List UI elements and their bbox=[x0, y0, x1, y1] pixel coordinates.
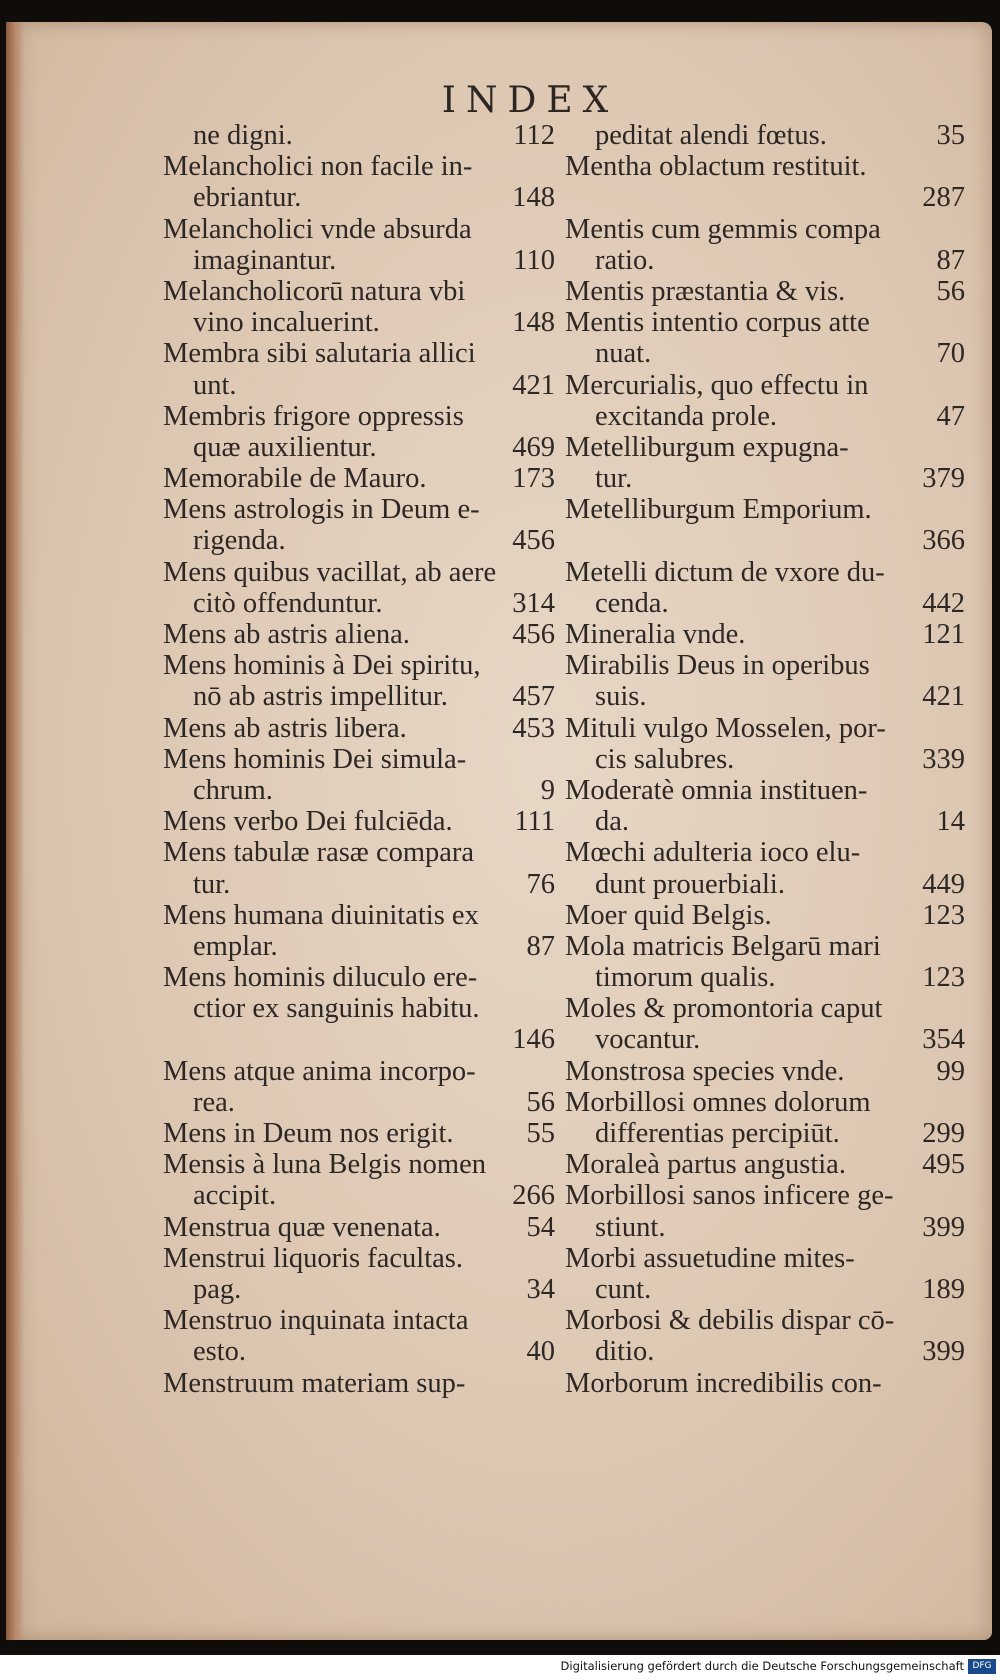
index-column-right bbox=[565, 120, 965, 1399]
index-entry-line bbox=[565, 962, 965, 993]
page-number: 35 bbox=[936, 120, 965, 151]
index-entry-line bbox=[163, 1024, 555, 1055]
page-number: 14 bbox=[936, 806, 965, 838]
entry-text: Mens ab astris aliena. bbox=[163, 619, 410, 650]
entry-text: Mens hominis à Dei spiritu, bbox=[163, 650, 481, 682]
entry-text: Morborum incredibilis con- bbox=[565, 1367, 882, 1399]
entry-text: ctior ex sanguinis habitu. bbox=[193, 993, 480, 1025]
page-number: 299 bbox=[922, 1118, 965, 1149]
index-entry-line bbox=[163, 1149, 555, 1180]
footer-credit: Digitalisierung gefördert durch die Deutsche Forschungsgemeinschaft bbox=[560, 1659, 964, 1673]
page-number: 99 bbox=[936, 1055, 965, 1087]
entry-text: ebriantur. bbox=[193, 182, 302, 214]
page-number bbox=[549, 962, 555, 993]
page-number bbox=[549, 401, 555, 432]
index-entry-line bbox=[565, 931, 965, 962]
index-entry-line bbox=[565, 432, 965, 463]
entry-text: differentias percipiūt. bbox=[595, 1118, 840, 1149]
page-number bbox=[549, 900, 555, 931]
index-entry-line bbox=[163, 993, 555, 1024]
page-number bbox=[959, 1305, 965, 1336]
entry-text: Mens hominis diluculo ere- bbox=[163, 962, 478, 994]
page-number bbox=[549, 837, 555, 868]
entry-text: emplar. bbox=[193, 930, 278, 962]
page-number bbox=[959, 432, 965, 463]
entry-text: Mituli vulgo Mosselen, por- bbox=[565, 712, 886, 744]
index-entry-line bbox=[565, 1212, 965, 1243]
page-number: 87 bbox=[526, 930, 555, 962]
page-number bbox=[959, 1180, 965, 1211]
index-entry-line bbox=[163, 245, 555, 276]
index-entry-line bbox=[565, 1305, 965, 1336]
index-entry-line bbox=[565, 837, 965, 868]
index-entry-line bbox=[565, 494, 965, 525]
entry-text: vocantur. bbox=[595, 1024, 701, 1056]
page-number: 56 bbox=[526, 1086, 555, 1118]
page-number bbox=[959, 370, 965, 401]
index-entry-line bbox=[565, 1056, 965, 1087]
index-entry-line bbox=[163, 1180, 555, 1211]
page-number bbox=[549, 744, 555, 775]
entry-text: nō ab astris impellitur. bbox=[193, 681, 448, 713]
entry-text: Moraleà partus angustia. bbox=[565, 1149, 846, 1181]
entry-text: Mercurialis, quo effectu in bbox=[565, 369, 869, 401]
entry-text: Memorabile de Mauro. bbox=[163, 463, 427, 495]
index-entry-line bbox=[565, 993, 965, 1024]
page-number bbox=[549, 1149, 555, 1180]
entry-text: Metelliburgum Emporium. bbox=[565, 494, 872, 526]
footer-bar bbox=[0, 1655, 1000, 1680]
entry-text: Mens ab astris libera. bbox=[163, 712, 407, 744]
entry-text: Mens astrologis in Deum e- bbox=[163, 494, 480, 526]
page-number: 457 bbox=[512, 681, 555, 713]
page-number: 121 bbox=[922, 619, 965, 650]
index-entry-line bbox=[565, 276, 965, 307]
index-entry-line bbox=[163, 1212, 555, 1243]
page-number bbox=[959, 1243, 965, 1274]
page-number: 354 bbox=[922, 1024, 965, 1056]
page-number: 266 bbox=[512, 1180, 555, 1212]
page-number bbox=[549, 276, 555, 307]
index-entry-line bbox=[163, 214, 555, 245]
page-number bbox=[549, 1056, 555, 1087]
index-entry-line bbox=[163, 307, 555, 338]
index-entry-line bbox=[163, 370, 555, 401]
entry-text: Mens verbo Dei fulciēda. bbox=[163, 806, 453, 838]
index-entry-line bbox=[565, 245, 965, 276]
index-entry-line bbox=[565, 1274, 965, 1305]
index-entry-line bbox=[163, 744, 555, 775]
entry-text: Metelliburgum expugna- bbox=[565, 431, 849, 463]
index-entry-line bbox=[565, 525, 965, 556]
page-number: 189 bbox=[922, 1273, 965, 1305]
entry-text: suis. bbox=[595, 681, 647, 713]
index-entry-line bbox=[565, 650, 965, 681]
page-number: 146 bbox=[512, 1024, 555, 1056]
page-number bbox=[549, 494, 555, 525]
index-entry-line bbox=[565, 1024, 965, 1055]
index-entry-line bbox=[163, 151, 555, 182]
index-entry-line bbox=[565, 775, 965, 806]
index-entry-line bbox=[565, 869, 965, 900]
page-number: 47 bbox=[936, 400, 965, 432]
page-number: 40 bbox=[526, 1336, 555, 1368]
entry-text: imaginantur. bbox=[193, 244, 337, 276]
entry-text: Melancholici vnde absurda bbox=[163, 213, 472, 245]
page-number: 449 bbox=[922, 868, 965, 900]
page-number: 110 bbox=[513, 244, 555, 276]
entry-text: Mens atque anima incorpo- bbox=[163, 1055, 476, 1087]
index-entry-line bbox=[565, 307, 965, 338]
entry-text: Morbi assuetudine mites- bbox=[565, 1242, 855, 1274]
index-entry-line bbox=[565, 401, 965, 432]
page-number: 173 bbox=[512, 463, 555, 495]
page-number: 54 bbox=[526, 1211, 555, 1243]
page-number: 56 bbox=[936, 275, 965, 307]
entry-text: Moderatè omnia instituen- bbox=[565, 774, 868, 806]
page-number bbox=[549, 557, 555, 588]
index-entry-line bbox=[163, 962, 555, 993]
index-entry-line bbox=[163, 120, 555, 151]
page-number: 55 bbox=[526, 1118, 555, 1149]
entry-text: Mens tabulæ rasæ compara bbox=[163, 837, 475, 869]
entry-text: tur. bbox=[595, 463, 633, 495]
index-entry-line bbox=[163, 619, 555, 650]
index-entry-line bbox=[565, 1180, 965, 1211]
entry-text: cis salubres. bbox=[595, 743, 735, 775]
entry-text: rea. bbox=[193, 1086, 235, 1118]
page-number bbox=[549, 214, 555, 245]
entry-text: Menstruum materiam sup- bbox=[163, 1367, 466, 1399]
entry-text: cunt. bbox=[595, 1273, 652, 1305]
index-entry-line bbox=[163, 1056, 555, 1087]
index-entry-line bbox=[163, 463, 555, 494]
entry-text: Membra sibi salutaria allici bbox=[163, 338, 476, 370]
index-entry-line bbox=[565, 1149, 965, 1180]
entry-text: cenda. bbox=[595, 587, 669, 619]
entry-text: Membris frigore oppressis bbox=[163, 400, 464, 432]
dfg-logo: DFG bbox=[968, 1659, 996, 1674]
page-number: 87 bbox=[936, 244, 965, 276]
entry-text: tur. bbox=[193, 868, 231, 900]
entry-text: ratio. bbox=[595, 244, 655, 276]
entry-text: Moer quid Belgis. bbox=[565, 899, 772, 931]
page-number: 123 bbox=[922, 899, 965, 931]
entry-text: rigenda. bbox=[193, 525, 286, 557]
page-number bbox=[549, 1305, 555, 1336]
page-number bbox=[549, 151, 555, 182]
index-entry-line bbox=[565, 1368, 965, 1399]
page-number: 379 bbox=[922, 463, 965, 495]
index-entry-line bbox=[565, 713, 965, 744]
page-number bbox=[959, 931, 965, 962]
index-entry-line bbox=[565, 806, 965, 837]
page-number: 76 bbox=[526, 868, 555, 900]
entry-text: da. bbox=[595, 806, 630, 838]
page-number bbox=[959, 1087, 965, 1118]
entry-text: stiunt. bbox=[595, 1211, 666, 1243]
entry-text: Melancholicorū natura vbi bbox=[163, 275, 466, 307]
index-entry-line bbox=[565, 744, 965, 775]
index-entry-line bbox=[163, 525, 555, 556]
index-entry-line bbox=[565, 1336, 965, 1367]
index-entry-line bbox=[163, 900, 555, 931]
entry-text: Menstrua quæ venenata. bbox=[163, 1211, 441, 1243]
page-number bbox=[549, 338, 555, 369]
page-number: 366 bbox=[922, 525, 965, 557]
index-entry-line bbox=[565, 1243, 965, 1274]
entry-text: ditio. bbox=[595, 1336, 655, 1368]
page-number: 112 bbox=[513, 120, 555, 151]
page-number: 453 bbox=[512, 712, 555, 744]
index-entry-line bbox=[565, 557, 965, 588]
entry-text: Menstrui liquoris facultas. bbox=[163, 1242, 463, 1274]
index-entry-line bbox=[163, 837, 555, 868]
entry-text: Mens humana diuinitatis ex bbox=[163, 899, 479, 931]
index-entry-line bbox=[565, 120, 965, 151]
index-entry-line bbox=[163, 1336, 555, 1367]
page-number bbox=[959, 713, 965, 744]
page-number bbox=[959, 993, 965, 1024]
page-number bbox=[549, 1243, 555, 1274]
page-number bbox=[549, 993, 555, 1024]
page-number: 148 bbox=[512, 182, 555, 214]
entry-text: Morbillosi sanos inficere ge- bbox=[565, 1180, 894, 1212]
index-entry-line bbox=[163, 494, 555, 525]
index-entry-line bbox=[565, 463, 965, 494]
entry-text: Mensis à luna Belgis nomen bbox=[163, 1149, 486, 1181]
index-entry-line bbox=[565, 182, 965, 213]
index-entry-line bbox=[163, 806, 555, 837]
entry-text: vino incaluerint. bbox=[193, 307, 380, 339]
page-number: 34 bbox=[526, 1273, 555, 1305]
entry-text: Mola matricis Belgarū mari bbox=[565, 930, 881, 962]
index-entry-line bbox=[565, 588, 965, 619]
page-number: 123 bbox=[922, 962, 965, 994]
index-entry-line bbox=[565, 681, 965, 712]
entry-text: Menstruo inquinata intacta bbox=[163, 1305, 469, 1337]
index-entry-line bbox=[163, 588, 555, 619]
index-entry-line bbox=[565, 370, 965, 401]
entry-text: Metelli dictum de vxore du- bbox=[565, 556, 885, 588]
entry-text: nuat. bbox=[595, 338, 652, 370]
entry-text: Morbosi & debilis dispar cō- bbox=[565, 1305, 895, 1337]
index-entry-line bbox=[163, 775, 555, 806]
index-entry-line bbox=[565, 900, 965, 931]
entry-text: Moles & promontoria caput bbox=[565, 993, 883, 1025]
page-number: 456 bbox=[512, 525, 555, 557]
page-number: 287 bbox=[922, 182, 965, 214]
index-entry-line bbox=[565, 1118, 965, 1149]
index-entry-line bbox=[565, 1087, 965, 1118]
entry-text: Mentha oblactum restituit. bbox=[565, 151, 867, 183]
entry-text: excitanda prole. bbox=[595, 400, 777, 432]
index-entry-line bbox=[163, 681, 555, 712]
entry-text: timorum qualis. bbox=[595, 962, 776, 994]
page-number: 469 bbox=[512, 431, 555, 463]
entry-text: Mœchi adulteria ioco elu- bbox=[565, 837, 861, 869]
entry-text: Mineralia vnde. bbox=[565, 619, 746, 650]
page-number: 148 bbox=[512, 307, 555, 339]
index-entry-line bbox=[163, 338, 555, 369]
index-entry-line bbox=[565, 151, 965, 182]
entry-text: Melancholici non facile in- bbox=[163, 151, 473, 183]
entry-text: Mens in Deum nos erigit. bbox=[163, 1118, 454, 1149]
page-gutter bbox=[6, 22, 24, 1640]
page-number: 495 bbox=[922, 1149, 965, 1181]
entry-text: Monstrosa species vnde. bbox=[565, 1055, 845, 1087]
entry-text: Mirabilis Deus in operibus bbox=[565, 650, 870, 682]
entry-text: Mentis intentio corpus atte bbox=[565, 307, 870, 339]
entry-text: Mens quibus vacillat, ab aere bbox=[163, 556, 497, 588]
entry-text: quæ auxilientur. bbox=[193, 431, 377, 463]
index-entry-line bbox=[565, 338, 965, 369]
entry-text: unt. bbox=[193, 369, 237, 401]
page-number bbox=[959, 650, 965, 681]
index-column-left bbox=[163, 120, 555, 1399]
page-number: 314 bbox=[512, 587, 555, 619]
index-entry-line bbox=[163, 1368, 555, 1399]
index-entry-line bbox=[163, 1118, 555, 1149]
entry-text: Morbillosi omnes dolorum bbox=[565, 1086, 871, 1118]
page-number: 421 bbox=[512, 369, 555, 401]
page-number: 399 bbox=[922, 1336, 965, 1368]
page-number bbox=[959, 307, 965, 338]
entry-text: Mens hominis Dei simula- bbox=[163, 743, 467, 775]
index-entry-line bbox=[163, 276, 555, 307]
index-entry-line bbox=[163, 1243, 555, 1274]
page-number bbox=[959, 214, 965, 245]
entry-text: Mentis præstantia & vis. bbox=[565, 275, 846, 307]
index-entry-line bbox=[163, 1305, 555, 1336]
index-entry-line bbox=[163, 401, 555, 432]
index-entry-line bbox=[163, 650, 555, 681]
page-number: 70 bbox=[936, 338, 965, 370]
index-entry-line bbox=[565, 619, 965, 650]
entry-text: ne digni. bbox=[193, 120, 293, 151]
index-entry-line bbox=[163, 1087, 555, 1118]
page-number: 339 bbox=[922, 743, 965, 775]
entry-text: accipit. bbox=[193, 1180, 277, 1212]
page-number: 111 bbox=[514, 806, 555, 838]
page-number: 456 bbox=[512, 619, 555, 650]
entry-text: dunt prouerbiali. bbox=[595, 868, 785, 900]
page-number bbox=[959, 837, 965, 868]
page-number: 442 bbox=[922, 587, 965, 619]
page-number: 399 bbox=[922, 1211, 965, 1243]
page-number bbox=[959, 494, 965, 525]
entry-text: pag. bbox=[193, 1273, 242, 1305]
page-number: 421 bbox=[922, 681, 965, 713]
page-number bbox=[959, 1368, 965, 1399]
page-number bbox=[959, 775, 965, 806]
index-entry-line bbox=[565, 214, 965, 245]
index-entry-line bbox=[163, 713, 555, 744]
page-number bbox=[549, 1368, 555, 1399]
index-entry-line bbox=[163, 182, 555, 213]
entry-text: peditat alendi fœtus. bbox=[595, 120, 827, 151]
entry-text: esto. bbox=[193, 1336, 247, 1368]
page-number: 9 bbox=[540, 774, 555, 806]
page-number bbox=[959, 557, 965, 588]
index-entry-line bbox=[163, 931, 555, 962]
page-header: INDEX bbox=[441, 80, 619, 121]
entry-text: Mentis cum gemmis compa bbox=[565, 213, 881, 245]
entry-text: chrum. bbox=[193, 774, 273, 806]
index-entry-line bbox=[163, 432, 555, 463]
index-entry-line bbox=[163, 557, 555, 588]
page-number bbox=[959, 151, 965, 182]
entry-text: citò offenduntur. bbox=[193, 587, 383, 619]
index-entry-line bbox=[163, 869, 555, 900]
index-entry-line bbox=[163, 1274, 555, 1305]
page-number bbox=[549, 650, 555, 681]
